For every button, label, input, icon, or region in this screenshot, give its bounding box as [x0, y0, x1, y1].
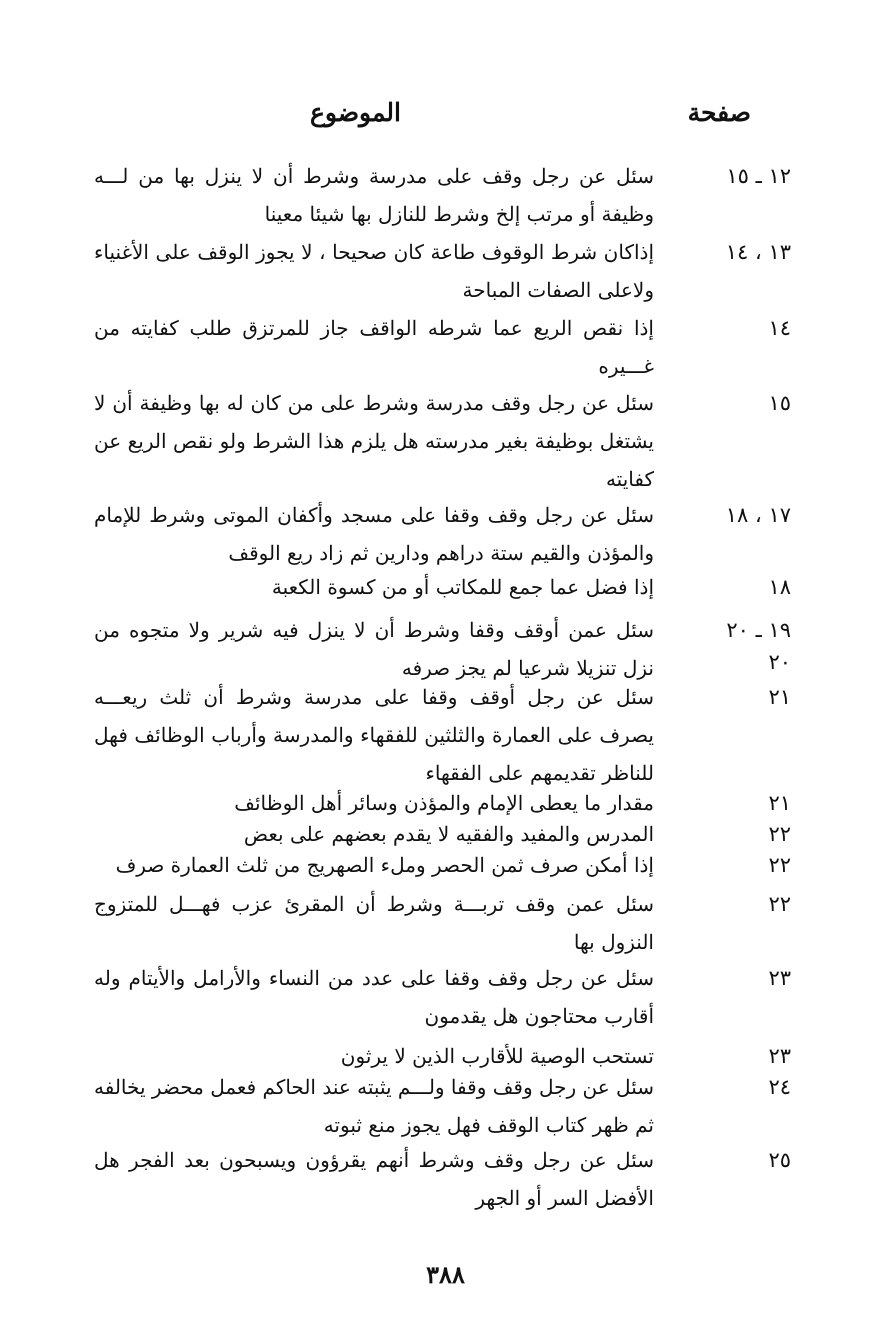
page-reference: ٢٣ [768, 1044, 791, 1068]
topic-text: سئل عن رجل وقف وقفا ولـــم يثبته عند الحاكم فعمل محضر يخالفه ثم ظهر كتاب الوقف فهل يجوز منع ثبوته [94, 1075, 654, 1137]
page-reference: ٢٢ [768, 892, 791, 916]
topic-text: مقدار ما يعطى الإمام والمؤذن وسائر أهل الوظائف [234, 791, 654, 815]
page-number: ٣٨٨ [426, 1260, 465, 1289]
page-reference: ٢٤ [768, 1075, 791, 1099]
page-reference: ١٧ ، ١٨ [725, 503, 791, 527]
page-reference: ١٨ [768, 575, 791, 599]
topic-text: إذا أمكن صرف ثمن الحصر وملء الصهريج من ثلث العمارة صرف [115, 853, 654, 877]
topic-text: المدرس والمفيد والفقيه لا يقدم بعضهم على بعض [243, 822, 654, 846]
topic-text: سئل عمن وقف تربـــة وشرط أن المقرئ عزب فهـــل للمتزوج النزول بها [94, 892, 654, 954]
topic-text: سئل عن رجل أوقف وقفا على مدرسة وشرط أن ثلث ريعـــه يصرف على العمارة والثلثين للفقهاء والمدرسة وأرباب الوظائف فهل للناظر تقديمهم على الفقهاء [94, 685, 654, 785]
page-reference: ١٩ ـ ٢٠ [726, 618, 791, 642]
page-reference: ٢٢ [768, 822, 791, 846]
page-reference: ٢٣ [768, 966, 791, 990]
topic-text: تستحب الوصية للأقارب الذين لا يرثون [340, 1044, 654, 1068]
topic-text: إذا نقص الريع عما شرطه الواقف جاز للمرتزق طلب كفايته من غـــيره [94, 316, 654, 378]
topic-text: سئل عن رجل وقف على مدرسة وشرط أن لا ينزل بها من لـــه وظيفة أو مرتب إلخ وشرط للنازل بها شيئا معينا [94, 164, 654, 226]
page-reference: ٢١ [768, 685, 791, 709]
topic-text: سئل عن رجل وقف وقفا على مسجد وأكفان الموتى وشرط للإمام والمؤذن والقيم ستة دراهم ودارين ثم زاد ريع الوقف [94, 503, 654, 565]
topic-text: سئل عن رجل وقف مدرسة وشرط على من كان له بها وظيفة أن لا يشتغل بوظيفة بغير مدرسته هل يلزم هذا الشرط ولو نقص الريع عن كفايته [94, 391, 654, 491]
page-reference: ١٢ ـ ١٥ [726, 164, 791, 188]
page-reference: ٢٢ [768, 853, 791, 877]
page-reference: ١٥ [768, 391, 791, 415]
topic-text: سئل عن رجل وقف وقفا على عدد من النساء والأرامل والأيتام وله أقارب محتاجون هل يقدمون [94, 966, 654, 1028]
page-reference: ٢١ [768, 791, 791, 815]
page-reference: ١٤ [768, 316, 791, 340]
topic-column-header: الموضوع [310, 98, 401, 127]
topic-text: سئل عمن أوقف وقفا وشرط أن لا ينزل فيه شرير ولا متجوه من نزل تنزيلا شرعيا لم يجز صرفه [94, 618, 654, 680]
page-reference-continued: ٢٠ [768, 650, 791, 674]
page-reference: ١٣ ، ١٤ [725, 240, 791, 264]
topic-text: سئل عن رجل وقف وشرط أنهم يقرؤون ويسبحون بعد الفجر هل الأفضل السر أو الجهر [94, 1148, 654, 1210]
topic-text: إذا فضل عما جمع للمكاتب أو من كسوة الكعبة [271, 575, 654, 599]
page-reference: ٢٥ [768, 1148, 791, 1172]
topic-text: إذاكان شرط الوقوف طاعة كان صحيحا ، لا يجوز الوقف على الأغنياء ولاعلى الصفات المباحة [94, 240, 654, 302]
page-column-header: صفحة [687, 98, 751, 127]
